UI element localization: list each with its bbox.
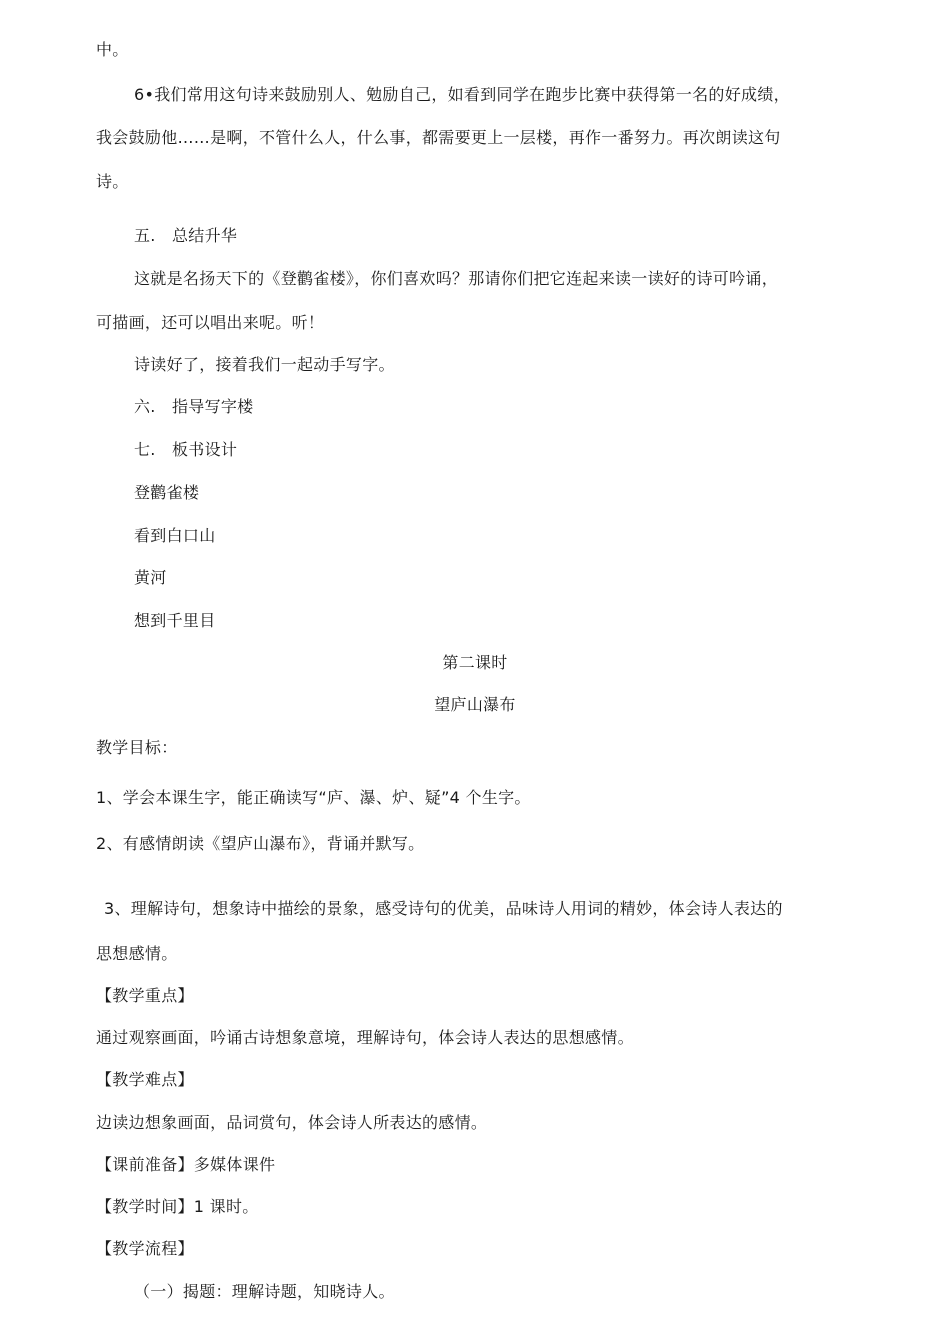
- section-heading: 【教学流程】: [96, 1239, 194, 1258]
- objective-item: 1、学会本课生字，能正确读写“庐、瀑、炉、疑”4 个生字。: [96, 788, 531, 807]
- text-line: 中。: [96, 40, 129, 59]
- section-heading: 【教学重点】: [96, 986, 194, 1005]
- section-heading: 【教学难点】: [96, 1070, 194, 1089]
- section-heading: 教学目标：: [96, 738, 178, 757]
- text-line: 通过观察画面，吟诵古诗想象意境，理解诗句，体会诗人表达的思想感情。: [96, 1028, 634, 1047]
- objective-item: 3、理解诗句，想象诗中描绘的景象，感受诗句的优美，品味诗人用词的精妙，体会诗人表达的: [104, 899, 783, 918]
- text-line: 思想感情。: [96, 944, 178, 963]
- text-line: 边读边想象画面，品词赏句，体会诗人所表达的感情。: [96, 1113, 488, 1132]
- text-line: 这就是名扬天下的《登鹳雀楼》，你们喜欢吗？那请你们把它连起来读一读好的诗可吟诵，: [134, 269, 779, 288]
- text-line: 我会鼓励他……是啊，不管什么人，什么事，都需要更上一层楼，再作一番努力。再次朗读这句: [96, 128, 781, 147]
- lesson-title: 望庐山瀑布: [434, 695, 516, 714]
- section-heading: 五. 总结升华: [134, 226, 238, 245]
- section-heading: 【课前准备】多媒体课件: [96, 1155, 276, 1174]
- lesson-heading: 第二课时: [442, 653, 508, 672]
- section-heading: 七. 板书设计: [134, 440, 238, 459]
- board-line: 想到千里目: [134, 611, 216, 630]
- board-line: 黄河: [134, 568, 167, 587]
- text-line: 诗。: [96, 172, 129, 191]
- text-line: （一）揭题：理解诗题，知晓诗人。: [134, 1282, 395, 1301]
- section-heading: 【教学时间】1 课时。: [96, 1197, 259, 1216]
- text-line: 6•我们常用这句诗来鼓励别人、勉励自己，如看到同学在跑步比赛中获得第一名的好成绩，: [134, 85, 790, 104]
- text-line: 可描画，还可以唱出来呢。听！: [96, 313, 325, 332]
- board-line: 登鹳雀楼: [134, 483, 200, 502]
- text-line: 诗读好了，接着我们一起动手写字。: [134, 355, 395, 374]
- section-heading: 六. 指导写字楼: [134, 397, 254, 416]
- objective-item: 2、有感情朗读《望庐山瀑布》，背诵并默写。: [96, 834, 425, 853]
- board-line: 看到白口山: [134, 526, 216, 545]
